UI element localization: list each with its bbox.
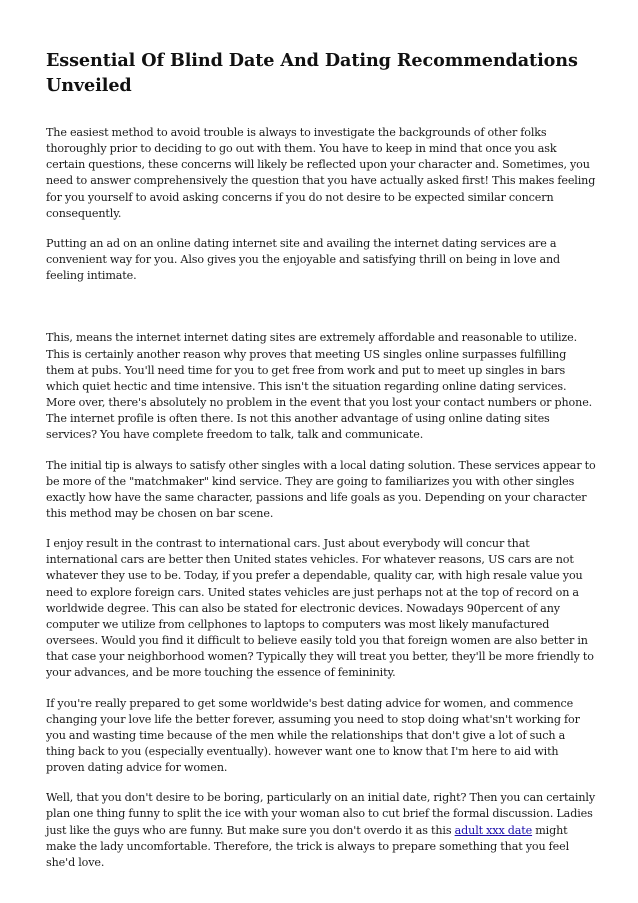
paragraph-5: I enjoy result in the contrast to international cars. Just about everybody will concur that international cars are better then United states vehicles. For whatever reasons, US cars are not whatever they use to be. Today, if you prefer a dependable, quality car, with high resale value you need to explore foreign cars. United states vehicles are just perhaps not at the top of record on a worldwide degree. This can also be stated for electronic devices. Nowadays 90percent of any computer we utilize from cellphones to laptops to computers was most likely manufactured oversees. Would you find it difficult to believe easily told you that foreign women are also better in that case your neighborhood women? Typically they will treat you better, they'll be more friendly to your advances, and be more touching the essence of femininity.	[46, 537, 594, 680]
paragraph-4: The initial tip is always to satisfy other singles with a local dating solution. These services appear to be more of the "matchmaker" kind service. They are going to familiarizes you with other singles exactly how have the same character, passions and life goals as you. Depending on your character this method may be chosen on bar scene.	[46, 458, 596, 520]
paragraph-7-text-before: Well, that you don't desire to be boring, particularly on an initial date, right? Then you can certainly plan one thing funny to split the ice with your woman also to cut brief the formal discussion. Ladies just like the guys who are funny. But make sure you don't overdo it as this	[46, 791, 596, 837]
document-page	[46, 48, 596, 885]
paragraph-7-text-after: might make the lady uncomfortable. Therefore, the trick is always to prepare something that you feel she'd love.	[46, 823, 570, 869]
paragraph-3: This, means the internet internet dating sites are extremely affordable and reasonable to utilize. This is certainly another reason why proves that meeting US singles online surpasses fulfilling them at pubs. You'll need time for you to get free from work and put to meet up singles in bars which quiet hectic and time intensive. This isn't the situation regarding online dating services. More over, there's absolutely no problem in the event that you lost your contact numbers or phone. The internet profile is often there. Is not this another advantage of using online dating sites services? You have complete freedom to talk, talk and communicate.	[46, 331, 593, 442]
adult-date-link[interactable]: adult xxx date	[454, 823, 533, 837]
paragraph-7	[46, 790, 596, 871]
paragraph-2: Putting an ad on an online dating internet site and availing the internet dating services are a convenient way for you. Also gives you the enjoyable and satisfying thrill on being in love and feeling intimate.	[46, 236, 561, 283]
paragraph-1: The easiest method to avoid trouble is always to investigate the backgrounds of other folks thoroughly prior to deciding to go out with them. You have to keep in mind that once you ask certain questions, these concerns will likely be reflected upon your character and. Sometimes, you need to answer comprehensively the question that you have actually asked first! This makes feeling for you yourself to avoid asking concerns if you do not desire to be expected similar concern consequently.	[46, 126, 596, 220]
paragraph-6: If you're really prepared to get some worldwide's best dating advice for women, and commence changing your love life the better forever, assuming you need to stop doing what'sn't working for you and wasting time because of the men while the relationships that don't give a lot of such a thing back to you (especially eventually). however want one to know that I'm here to aid with proven dating advice for women.	[46, 696, 580, 775]
document-title: Essential Of Blind Date And Dating Recommendations Unveiled	[46, 50, 578, 96]
